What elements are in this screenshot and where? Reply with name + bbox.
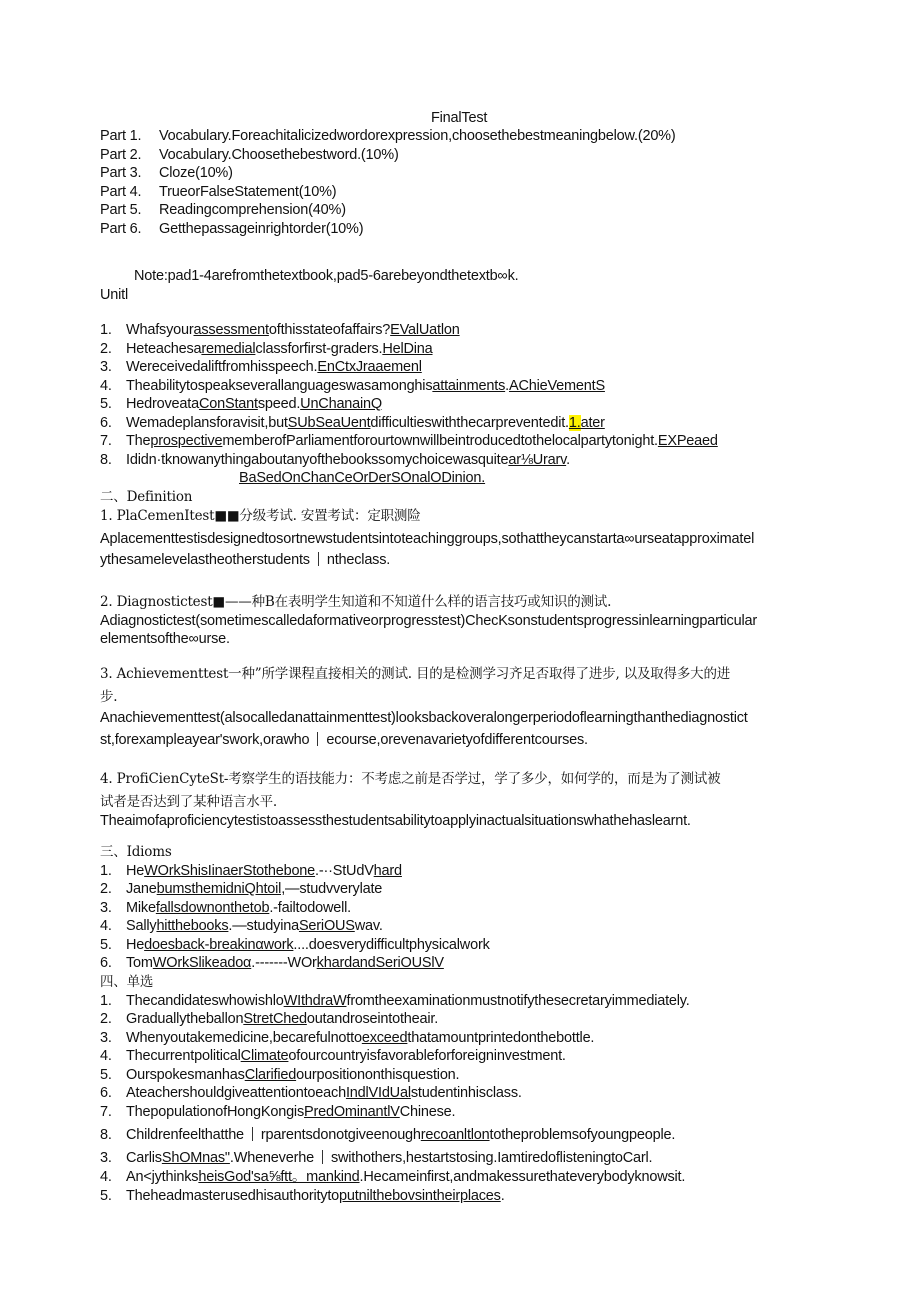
part-line: Part 5. Readingcomprehension(40%) — [100, 202, 346, 218]
definition-head: 3. Achievementtest一种”所学课程直接相关的测试. 目的是检测学习齐足否取得了进步, 以及取得多大的进 — [100, 666, 731, 682]
idiom-item: 2. JanebumsthemidniQhtoil,—studvverylate — [100, 881, 383, 897]
choice-item: 1. ThecandidateswhowishloWIthdraWfromtheexaminationmustnotifythesecretaryimmediately. — [100, 993, 690, 1009]
idiom-item: 3. Mikefallsdownonthetob.-failtodowell. — [100, 900, 351, 916]
definition-head: 步. — [100, 689, 118, 705]
vocab-item-cont: BaSedOnChanCeOrDerSOnalODinion. — [239, 470, 486, 486]
choice-item: 6. AteachershouldgiveattentiontoeachIndlVIdUalstudentinhisclass. — [100, 1085, 522, 1101]
vocab-item: 7. TheprospectivememberofParliamentforourtownwillbeintroducedtothelocalpartytonight.EXPeaed — [100, 433, 718, 449]
choice-item: 5. Theheadmasterusedhisauthoritytoputnilthebovsintheirplaces. — [100, 1188, 505, 1204]
idiom-item: 4. Sallyhitthebooks.—studyinaSeriOUSwav. — [100, 918, 383, 934]
part-line: Part 4. TrueorFalseStatement(10%) — [100, 184, 337, 200]
definition-body: Adiagnostictest(sometimescalledaformativeorprogresstest)ChecKsonstudentsprogressinlearningparticular — [100, 613, 757, 629]
page-title: FinalTest — [431, 110, 488, 126]
vocab-item: 1. Whafsyourassessmentofthisstateofaffairs?EValUatlon — [100, 322, 460, 338]
part-line: Part 1. Vocabulary.Foreachitalicizedwordorexpression,choosethebestmeaningbelow.(20%) — [100, 128, 676, 144]
part-line: Part 3. Cloze(10%) — [100, 165, 233, 181]
vocab-item: 2. Heteachesaremedialclassforfirst-graders.HelDina — [100, 341, 433, 357]
definition-body: elementsofthe∞urse. — [100, 631, 230, 647]
idiom-item: 6. TomWOrkSlikeadoα.-------WOrkhardandSeriOUSlV — [100, 955, 444, 971]
section-heading: 四、单选 — [100, 974, 154, 990]
vocab-item: 5. HedroveataConStantspeed.UnChanainQ — [100, 396, 383, 412]
choice-item: 5. OurspokesmanhasClarifiedourpositiononthisquestion. — [100, 1067, 460, 1083]
definition-body: ythesamelevelastheotherstudents ntheclass. — [100, 552, 391, 568]
note: Note:pad1-4arefromthetextbook,pad5-6arebeyondthetextb∞k. — [134, 268, 519, 284]
definition-body: st,forexampleayear'swork,orawho ecourse,orevenavarietyofdifferentcourses. — [100, 732, 588, 748]
idiom-item: 1. HeWOrkShisIinaerStothebone.-··StUdVhard — [100, 863, 402, 879]
unit-label: Unitl — [100, 287, 129, 303]
idiom-item: 5. Hedoesback-breakinαwork....doesverydifficultphysicalwork — [100, 937, 490, 953]
definition-head: 试者是否达到了某种语言水平. — [100, 794, 277, 810]
vocab-item: 6. Wemadeplansforavisit,butSUbSeaUentdifficultieswiththecarpreventedit.1.ater — [100, 415, 605, 431]
choice-item: 2. GraduallytheballonStretChedoutandroseintotheair. — [100, 1011, 439, 1027]
definition-body: Anachievementtest(alsocalledanattainmenttest)looksbackoveralongerperiodoflearningthanthediagnostict — [100, 710, 748, 726]
section-heading: 三、Idioms — [100, 844, 172, 860]
part-line: Part 6. Getthepassageinrightorder(10%) — [100, 221, 364, 237]
definition-head: 1. PlaCemenItest■■分级考试. 安置考试：定职测险 — [100, 508, 421, 524]
section-heading: 二、Definition — [100, 489, 193, 505]
definition-head: 4. ProfiCienCyteSt-考察学生的语技能力：不考虑之前是否学过，学了多少，如何学的，而是为了测试被 — [100, 771, 721, 787]
choice-item: 4. ThecurrentpoliticalClimateofourcountryisfavorableforforeigninvestment. — [100, 1048, 566, 1064]
part-line: Part 2. Vocabulary.Choosethebestword.(10%) — [100, 147, 399, 163]
vocab-item: 8. Ididn·tknowanythingaboutanyofthebookssomychoicewasquitear⅛Urarv. — [100, 452, 570, 468]
vocab-item: 4. Theabilitytospeakseverallanguageswasamonghisattainments.AChieVementS — [100, 378, 605, 394]
choice-item: 7. ThepopulationofHongKongisPredOminantlVChinese. — [100, 1104, 456, 1120]
choice-item: 4. An<jythinksheisGod'sa⅝ftt。mankind.Hecameinfirst,andmakessurethateverybodyknowsit. — [100, 1169, 686, 1185]
definition-body: Aplacementtestisdesignedtosortnewstudentsintoteachinggroups,sothattheycanstarta∞urseatapproximatel — [100, 531, 755, 547]
choice-item: 8. Childrenfeelthatthe rparentsdonotgiveenoughrecoanltlontotheproblemsofyoungpeople. — [100, 1127, 676, 1143]
highlight-mark: 1. — [568, 415, 581, 431]
definition-head: 2. Diagnostictest■——种B在表明学生知道和不知道什么样的语言技巧或知识的测试. — [100, 594, 612, 610]
choice-item: 3. CarlisShOMnas".Wheneverhe swithothers,hestartstosing.IamtiredoflisteningtoCarl. — [100, 1150, 653, 1166]
definition-body: Theaimofaproficiencytestistoassessthestudentsabilitytoapplyinactualsituationswhathehaslearnt. — [100, 813, 691, 829]
choice-item: 3. Whenyoutakemedicine,becarefulnottoexceedthatamountprintedonthebottle. — [100, 1030, 595, 1046]
vocab-item: 3. Wereceivedaliftfromhisspeech.EnCtxJraaemenl — [100, 359, 422, 375]
